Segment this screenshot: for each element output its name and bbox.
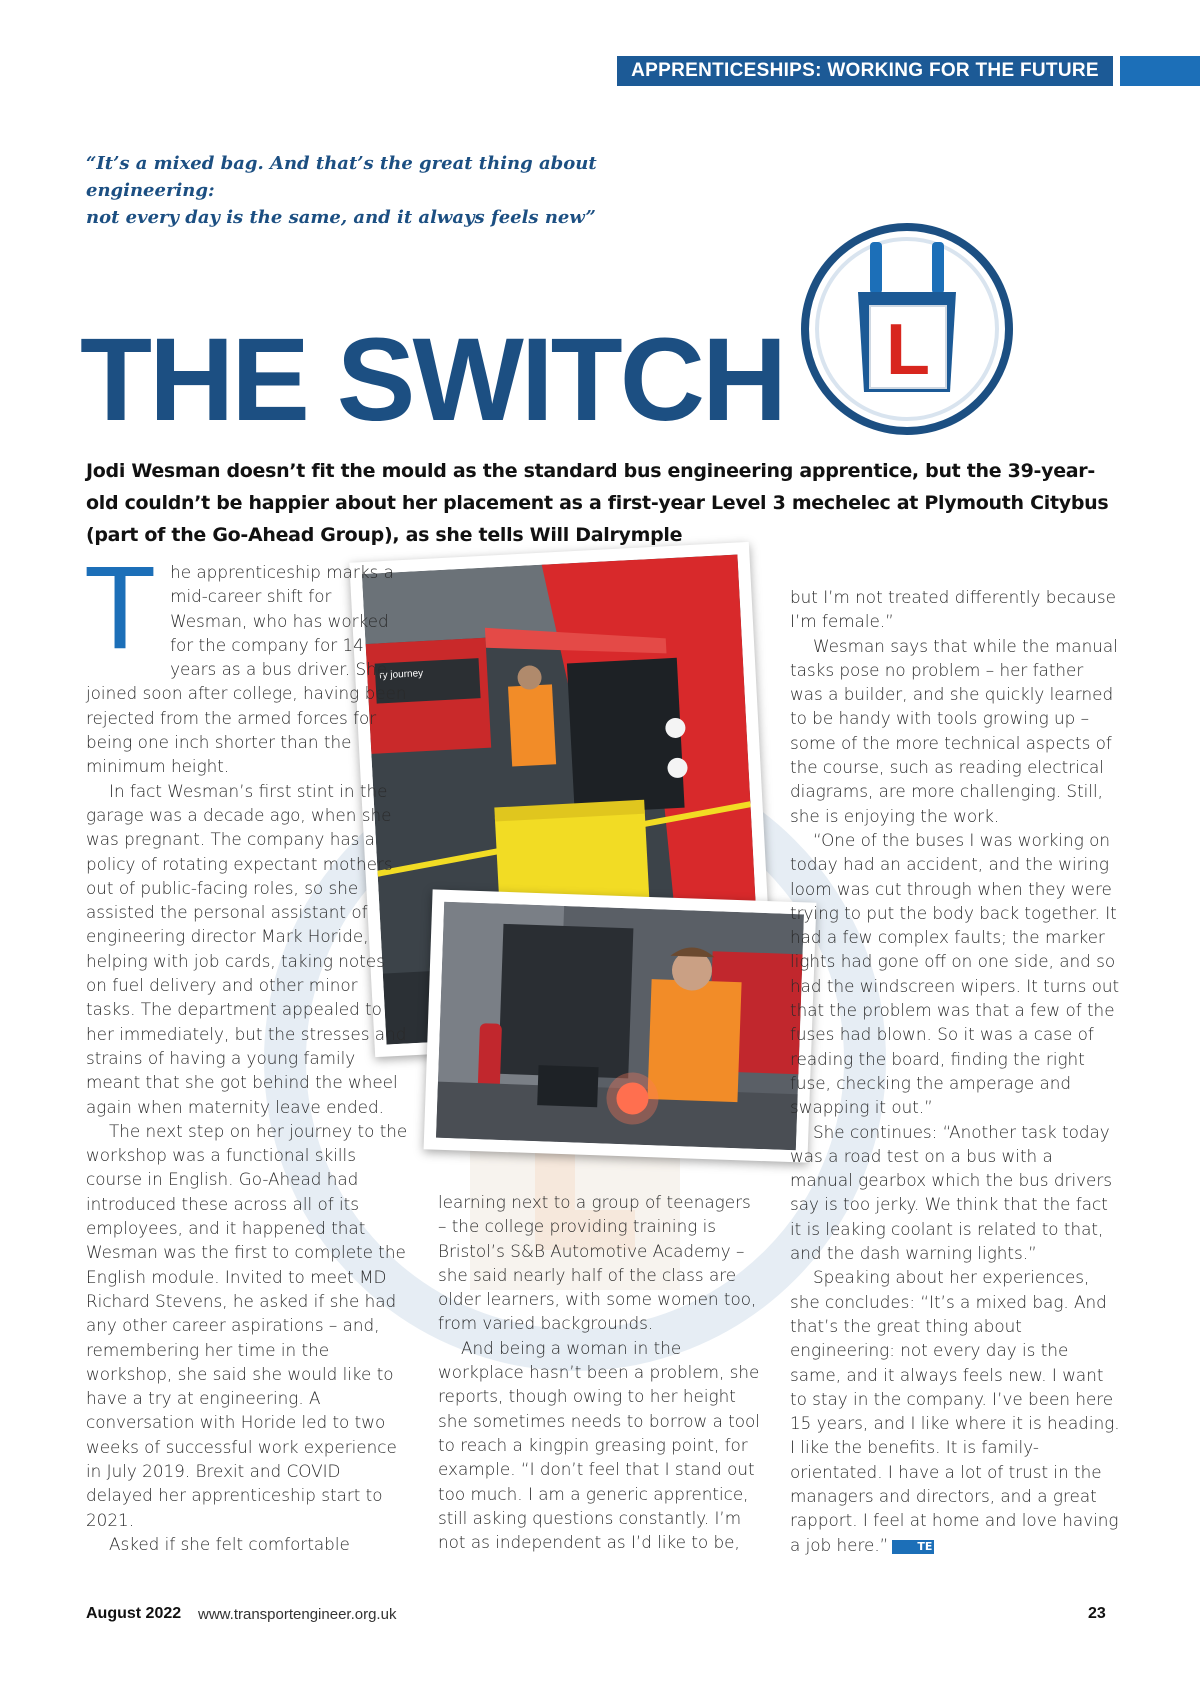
banner-tab [1120,56,1200,86]
article-column-3 [790,585,1120,1557]
page-title: THE SWITCH [80,314,785,446]
learner-plate-badge-icon [800,222,1014,436]
paragraph-text: Speaking about her experiences, she concludes: “It’s a mixed bag. And that’s the great thing about engineering: not every day is the same, and it always feels new. I want to stay in the company. I’ve been here 15 years, and I like where it is heading. I like the benefits. It is family-orientated. I have a lot of trust in the managers and directors, and a great rapport. I feel at home and love having a job here.” [790,1267,1120,1555]
article-column-1 [84,542,408,1556]
paragraph: In fact Wesman’s first stint in the garage was a decade ago, when she was pregnant. The company has a policy of rotating expectant mothers out of public-facing roles, so she assisted the personal assistant of engineering director Mark Horide, helping with job cards, taking notes on fuel delivery and other minor tasks. The department appealed to her immediately, but the stresses and strains of having a young family meant that she got behind the wheel again when maternity leave ended. [86,780,407,1117]
paragraph: but I’m not treated differently because I’m female.” [790,587,1116,632]
end-mark-icon: TE [892,1540,934,1554]
workshop-bench-photo [424,889,817,1162]
paragraph: learning next to a group of teenagers – the college providing training is Bristol’s S&B Automotive Academy – she said nearly half of the class are older learners, with some women too, from varied backgrounds. [438,1192,757,1334]
pull-quote-line: not every day is the same, and it always feels new” [86,207,596,228]
paragraph: he apprenticeship marks a mid-career shift for Wesman, who has worked for the company for 14 years as a bus driver. She joined soon after college, having been rejected from the armed forces for being one inch shorter than the minimum height. [86,562,407,777]
paragraph [790,1265,1120,1557]
bus-side-text: ry journey [378,668,424,682]
section-banner: APPRENTICESHIPS: WORKING FOR THE FUTURE [617,56,1113,86]
article-column-2 [438,1190,760,1554]
paragraph: And being a woman in the workplace hasn’t been a problem, she reports, though owing to her height she sometimes needs to borrow a tool to reach a kingpin greasing point, for example. “I don’t feel that I stand out too much. I am a generic apprentice, still asking questions constantly. I’m not as independent as I’d like to be, [438,1337,760,1553]
footer-date: August 2022 [86,1605,182,1622]
footer-url[interactable]: www.transportengineer.org.uk [198,1606,397,1623]
paragraph: “One of the buses I was working on today had an accident, and the wiring loom was cut through when they were trying to put the body back together. It had a few complex faults; the marker lights had gone off on one side, and so had the windscreen wipers. It turns out that the problem was that a few of the fuses had blown. So it was a case of reading the board, finding the right fuse, checking the amperage and swapping it out.” [790,829,1120,1118]
standfirst: Jodi Wesman doesn’t fit the mould as the standard bus engineering apprentice, but the 39-year-old couldn’t be happier about her placement as a first-year Level 3 mechelec at Plymouth Citybus (part of the Go-Ahead Group), as she tells Will Dalrymple [86,460,1109,546]
paragraph: She continues: “Another task today was a road test on a bus with a manual gearbox which the bus drivers say is too jerky. We think that the fact it is leaking coolant is related to that, and the dash warning lights.” [790,1121,1112,1264]
paragraph: The next step on her journey to the workshop was a functional skills course in English. Go-Ahead had introduced these across all of its employees, and it happened that Wesman was the first to complete the English module. Invited to meet MD Richard Stevens, he asked if she had any other career aspirations – and, remembering her time in the workshop, she said she would like to have a try at engineering. A conversation with Horide led to two weeks of successful work experience in July 2019. Brexit and COVID delayed her apprenticeship start to 2021. [86,1120,408,1530]
pull-quote [86,150,726,231]
learner-plate-letter: L [886,310,930,390]
paragraph: Asked if she felt comfortable [109,1533,350,1554]
drop-cap: T [84,542,157,674]
paragraph: Wesman says that while the manual tasks pose no problem – her father was a builder, and she quickly learned to be handy with tools growing up – some of the more technical aspects of the course, such as reading electrical diagrams, are more challenging. Still, she is enjoying the work. [790,635,1118,826]
pull-quote-line: “It’s a mixed bag. And that’s the great thing about engineering: [86,153,597,201]
page-number: 23 [1088,1605,1106,1622]
